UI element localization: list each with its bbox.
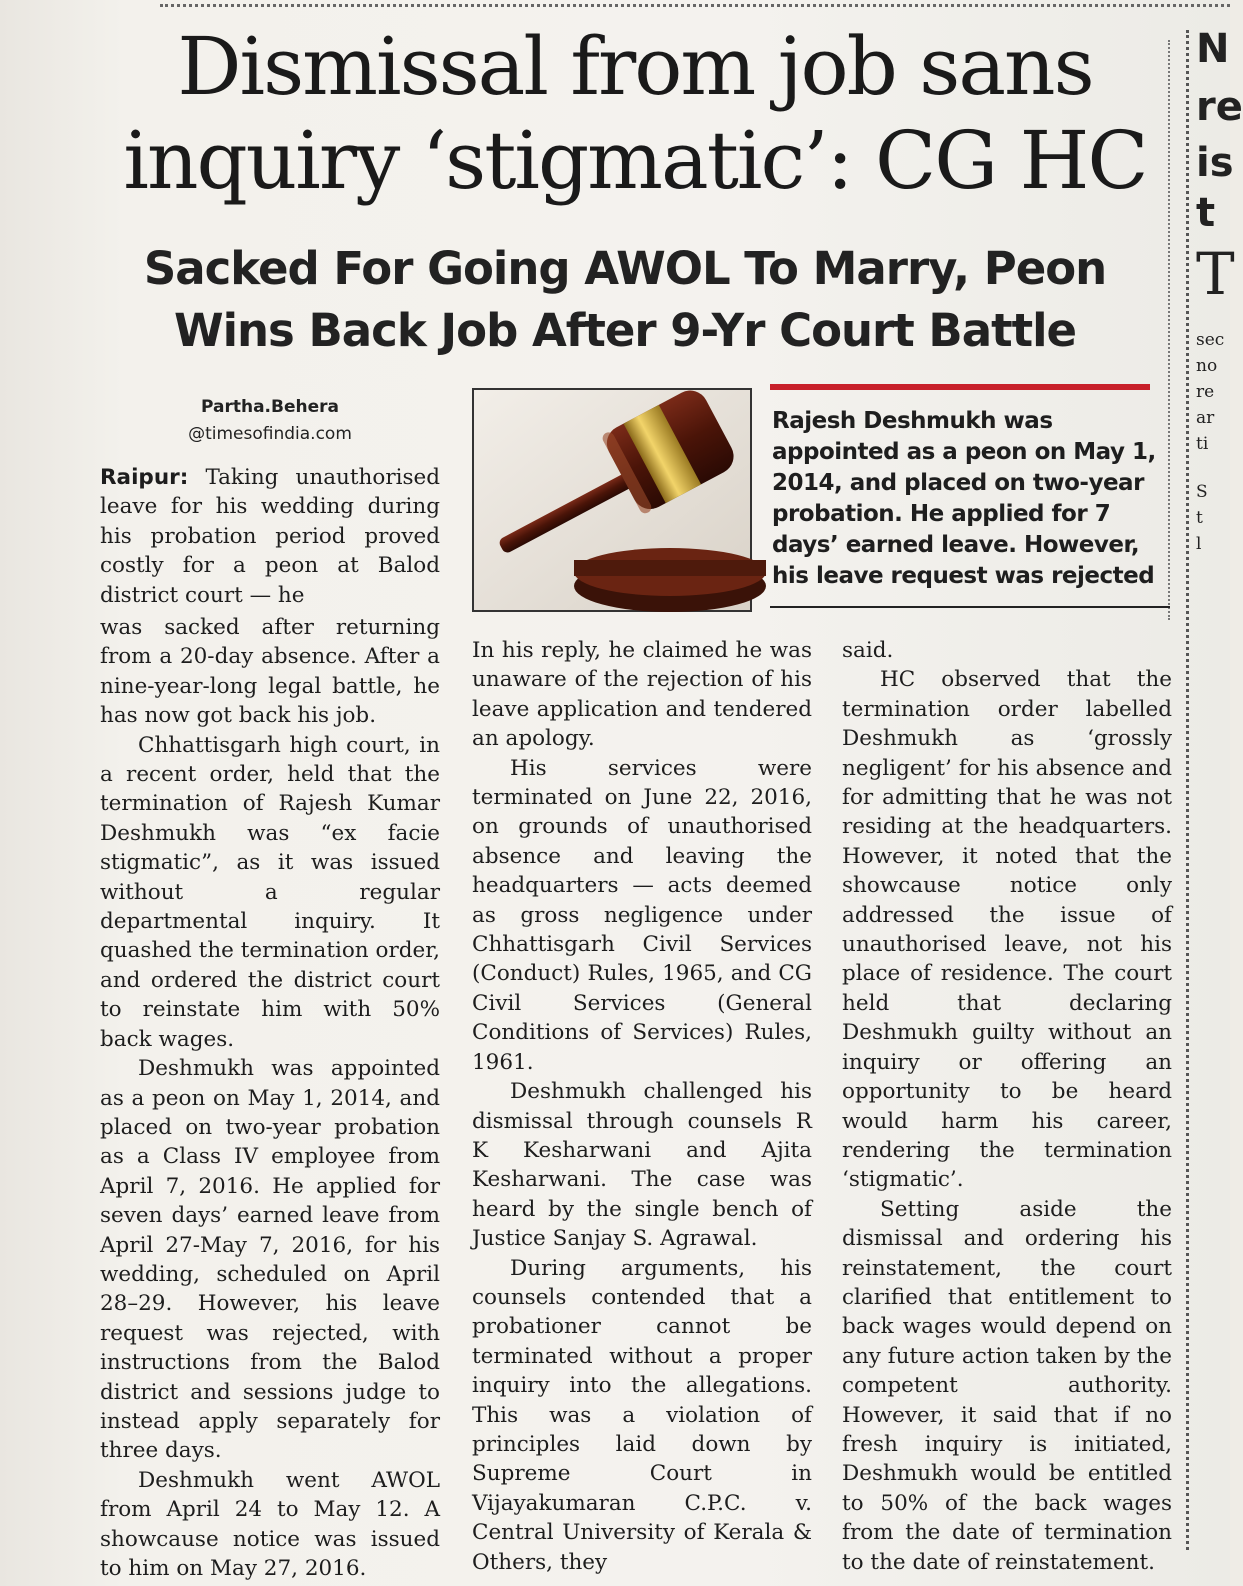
column-3 bbox=[842, 636, 1172, 1577]
byline bbox=[100, 394, 440, 448]
body-paragraph: Deshmukh went AWOL from April 24 to May 12. A showcause notice was issued to him on May 27, 2016. bbox=[100, 1467, 440, 1581]
body-paragraph: HC observed that the termination order labelled Deshmukh as ‘grossly negligent’ for his absence and for admitting that he was not residing at the headquarters. However, it noted that the showcause notice only addressed the issue of unauthorised leave, not his place of residence. The court held that declaring Deshmukh guilty without an inquiry or offering an opportunity to be heard would harm his career, rendering the termination ‘stigmatic’. bbox=[842, 667, 1172, 1193]
column-1-lead bbox=[100, 463, 440, 610]
subheadline-line-1: Sacked For Going AWOL To Marry, Peon bbox=[143, 242, 1107, 295]
edge-text: T bbox=[1196, 240, 1235, 308]
edge-text: t bbox=[1196, 508, 1203, 528]
column-dotted-divider bbox=[1186, 30, 1189, 1550]
byline-email: @timesofindia.com bbox=[188, 424, 352, 444]
adjacent-article-fragment bbox=[1196, 0, 1243, 1586]
body-paragraph: In his reply, he claimed he was unaware of the rejection of his leave application and tendered an apology. bbox=[472, 638, 812, 752]
column-1 bbox=[100, 613, 440, 1583]
edge-text: is bbox=[1196, 140, 1234, 186]
pullquote: Rajesh Deshmukh was appointed as a peon on May 1, 2014, and placed on two-year probation. He applied for 7 days’ earned leave. However, his leave request was rejected bbox=[772, 408, 1156, 589]
edge-text: t bbox=[1196, 190, 1216, 236]
subheadline-line-2: Wins Back Job After 9-Yr Court Battle bbox=[173, 304, 1077, 357]
gavel-photo bbox=[472, 388, 752, 612]
body-paragraph: said. bbox=[842, 638, 894, 663]
body-paragraph: Chhattisgarh high court, in a recent order, held that the termination of Rajesh Kumar Deshmukh was “ex facie stigmatic”, as it was issued without a regular departmental inquiry. It quashed the termination order, and ordered the district court to reinstate him with 50% back wages. bbox=[100, 732, 440, 1052]
edge-text: re bbox=[1196, 84, 1243, 130]
headline bbox=[110, 20, 1160, 208]
gavel-icon bbox=[474, 390, 750, 610]
headline-line-1: Dismissal from job sans bbox=[177, 20, 1093, 113]
lead-paragraph-start bbox=[100, 463, 440, 610]
subheadline bbox=[110, 238, 1140, 362]
byline-name: Partha.Behera bbox=[201, 397, 339, 417]
edge-text: S bbox=[1196, 482, 1208, 502]
headline-line-2: inquiry ‘stigmatic’: CG HC bbox=[123, 114, 1147, 207]
edge-text: ar bbox=[1196, 408, 1215, 428]
body-paragraph: His services were terminated on June 22, 2016, on grounds of unauthorised absence and leaving the headquarters — acts deemed as gross negligence under Chhattisgarh Civil Services (Conduct) Rules, 1965, and CG Civil Services (General Conditions of Services) Rules, 1961. bbox=[472, 755, 812, 1075]
dateline: Raipur: bbox=[100, 465, 189, 490]
edge-text: N bbox=[1196, 26, 1230, 72]
lead-text-a: Taking unauthorised leave for his wedding during his probation period proved costly for a peon at Balod district court — he bbox=[100, 465, 440, 608]
body-paragraph: Deshmukh challenged his dismissal through counsels R K Kesharwani and Ajita Kesharwani. The case was heard by the single bench of Justice Sanjay S. Agrawal. bbox=[472, 1079, 812, 1252]
body-paragraph: Deshmukh was appointed as a peon on May 1, 2014, and placed on two-year probation as a Class IV employee from April 7, 2016. He applied for seven days’ earned leave from April 27-May 7, 2016, for his wedding, scheduled on April 28–29. However, his leave request was rejected, with instructions from the Balod district and sessions judge to instead apply separately for three days. bbox=[100, 1056, 440, 1464]
edge-text: no bbox=[1196, 356, 1218, 376]
top-dotted-rule bbox=[160, 4, 1230, 7]
body-paragraph: Setting aside the dismissal and ordering his reinstatement, the court clarified that entitlement to back wages would depend on any future action taken by the competent authority. However, it said that if no fresh inquiry is initiated, Deshmukh would be entitled to 50% of the back wages from the date of termination to the date of reinstatement. bbox=[842, 1196, 1172, 1575]
pullquote-top-rule bbox=[770, 384, 1150, 390]
body-paragraph: During arguments, his counsels contended that a probationer cannot be terminated without a proper inquiry into the allegations. This was a violation of principles laid down by Supreme Court in Vijayakumaran C.P.C. v. Central University of Kerala & Others, they bbox=[472, 1255, 812, 1575]
edge-text: sec bbox=[1196, 330, 1225, 350]
pullquote-bottom-rule bbox=[770, 606, 1170, 608]
edge-text: l bbox=[1196, 534, 1202, 554]
column-2 bbox=[472, 636, 812, 1577]
edge-text: ti bbox=[1196, 434, 1209, 454]
lead-paragraph-continued: was sacked after returning from a 20-day absence. After a nine-year-long legal battle, he has now got back his job. bbox=[100, 615, 440, 729]
edge-text: re bbox=[1196, 382, 1215, 402]
